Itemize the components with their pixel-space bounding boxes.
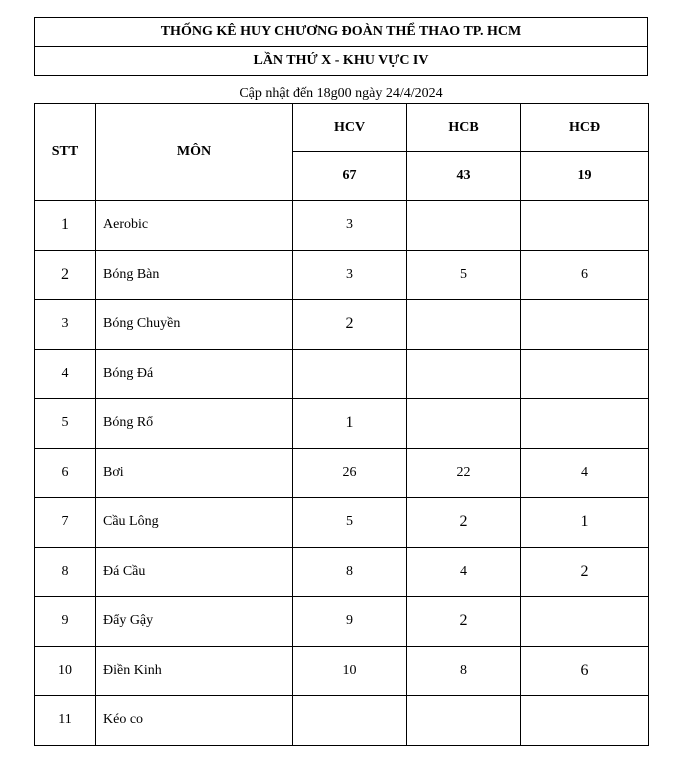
table-row (35, 201, 649, 251)
cell-hcb: 2 (407, 597, 521, 647)
cell-hcv: 2 (293, 300, 407, 350)
header-hcd: HCĐ (521, 104, 649, 152)
cell-hcb (407, 300, 521, 350)
table-row (35, 399, 649, 449)
cell-hcd: 4 (521, 448, 649, 498)
cell-hcd: 6 (521, 250, 649, 300)
cell-hcv: 9 (293, 597, 407, 647)
cell-hcv: 1 (293, 399, 407, 449)
cell-stt: 9 (35, 597, 96, 647)
cell-hcv: 3 (293, 250, 407, 300)
header-mon: MÔN (96, 104, 293, 201)
cell-mon: Điền Kinh (96, 646, 293, 696)
cell-hcb (407, 696, 521, 746)
cell-mon: Kéo co (96, 696, 293, 746)
cell-stt: 5 (35, 399, 96, 449)
update-note: Cập nhật đến 18g00 ngày 24/4/2024 (239, 86, 443, 101)
cell-stt: 11 (35, 696, 96, 746)
cell-hcd: 2 (521, 547, 649, 597)
cell-mon: Cầu Lông (96, 498, 293, 548)
table-row (35, 250, 649, 300)
medal-table (34, 103, 649, 746)
cell-stt: 10 (35, 646, 96, 696)
table-row (35, 300, 649, 350)
cell-hcb (407, 201, 521, 251)
cell-mon: Bơi (96, 448, 293, 498)
header-hcv: HCV (293, 104, 407, 152)
table-body (35, 201, 649, 746)
cell-hcv (293, 349, 407, 399)
cell-hcd: 6 (521, 646, 649, 696)
cell-hcb: 8 (407, 646, 521, 696)
cell-hcd (521, 201, 649, 251)
total-hcd: 19 (521, 152, 649, 201)
cell-mon: Đẩy Gậy (96, 597, 293, 647)
cell-stt: 8 (35, 547, 96, 597)
cell-mon: Aerobic (96, 201, 293, 251)
table-row (35, 498, 649, 548)
cell-hcv: 3 (293, 201, 407, 251)
cell-hcb: 4 (407, 547, 521, 597)
cell-hcv: 8 (293, 547, 407, 597)
cell-mon: Bóng Đá (96, 349, 293, 399)
cell-hcv: 10 (293, 646, 407, 696)
cell-hcv (293, 696, 407, 746)
cell-hcb: 5 (407, 250, 521, 300)
header-hcb: HCB (407, 104, 521, 152)
cell-hcb: 22 (407, 448, 521, 498)
cell-hcd (521, 349, 649, 399)
table-row (35, 547, 649, 597)
cell-stt: 4 (35, 349, 96, 399)
cell-mon: Bóng Bàn (96, 250, 293, 300)
cell-hcb (407, 349, 521, 399)
cell-mon: Bóng Rổ (96, 399, 293, 449)
cell-stt: 2 (35, 250, 96, 300)
cell-mon: Đá Cầu (96, 547, 293, 597)
cell-hcd (521, 300, 649, 350)
table-row (35, 448, 649, 498)
cell-stt: 3 (35, 300, 96, 350)
page-subtitle: LẦN THỨ X - KHU VỰC IV (34, 46, 648, 76)
cell-hcd: 1 (521, 498, 649, 548)
table-row (35, 646, 649, 696)
page-title: THỐNG KÊ HUY CHƯƠNG ĐOÀN THỂ THAO TP. HCM (34, 17, 648, 47)
table-row (35, 696, 649, 746)
cell-hcv: 5 (293, 498, 407, 548)
total-hcb: 43 (407, 152, 521, 201)
cell-stt: 6 (35, 448, 96, 498)
cell-hcv: 26 (293, 448, 407, 498)
table-row (35, 349, 649, 399)
cell-hcb (407, 399, 521, 449)
table-row (35, 597, 649, 647)
header-stt: STT (35, 104, 96, 201)
cell-mon: Bóng Chuyền (96, 300, 293, 350)
cell-stt: 1 (35, 201, 96, 251)
cell-hcd (521, 399, 649, 449)
cell-hcd (521, 696, 649, 746)
cell-hcb: 2 (407, 498, 521, 548)
cell-stt: 7 (35, 498, 96, 548)
cell-hcd (521, 597, 649, 647)
total-hcv: 67 (293, 152, 407, 201)
